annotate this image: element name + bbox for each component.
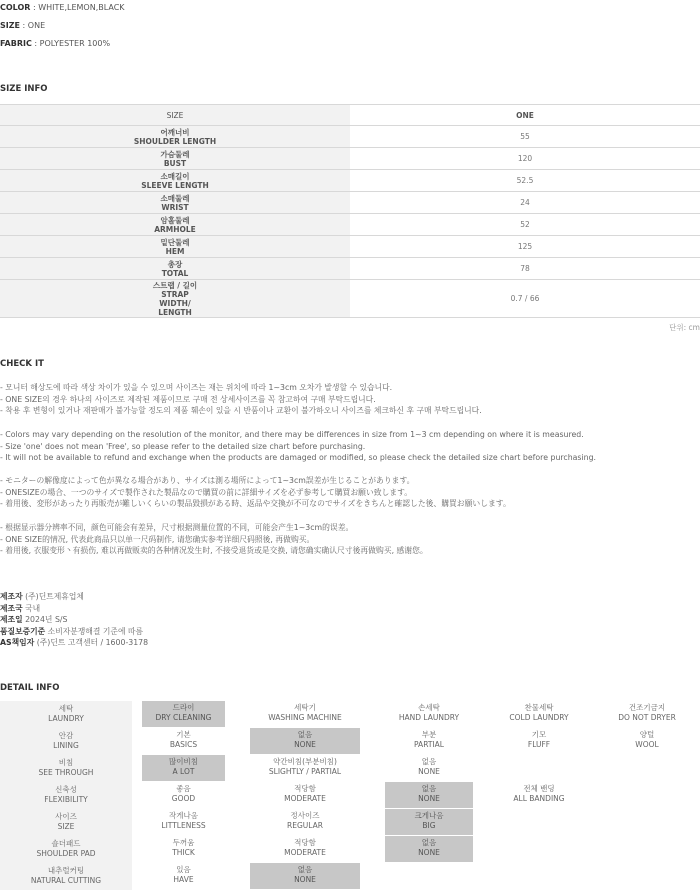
maker-value: 국내 xyxy=(22,603,41,613)
detail-option-en: COLD LAUNDRY xyxy=(509,713,569,722)
row-label xyxy=(0,258,350,280)
detail-option-en: REGULAR xyxy=(287,821,323,830)
detail-option-ko: 약간비침(부분비침) xyxy=(273,757,337,766)
detail-label-ko: 내추럴커팅 xyxy=(47,866,85,875)
detail-option-en: FLUFF xyxy=(527,740,551,749)
size-table xyxy=(0,104,700,318)
detail-label-en: FLEXIBILITY xyxy=(44,795,88,804)
row-label-en: SHOULDER LENGTH xyxy=(133,136,217,146)
detail-option-en: A LOT xyxy=(172,767,195,776)
note-line: - Colors may vary depending on the resolution of the monitor, and there may be differences in size from 1~3 cm depending on where it is measured. xyxy=(0,430,584,439)
detail-option xyxy=(142,809,225,835)
detail-option xyxy=(603,701,691,727)
size-info-title: SIZE INFO xyxy=(0,84,48,94)
detail-row-label xyxy=(0,809,132,836)
spec-color-value: : WHITE,LEMON,BLACK xyxy=(30,3,125,12)
detail-option-en: PARTIAL xyxy=(414,740,444,749)
notes-zh xyxy=(0,522,700,557)
detail-option xyxy=(142,782,225,808)
detail-option-en: SLIGHTLY / PARTIAL xyxy=(268,767,342,776)
row-value: 24 xyxy=(350,192,700,214)
detail-option-en: ALL BANDING xyxy=(513,794,565,803)
detail-option-ko: 적당함 xyxy=(294,784,316,793)
row-value: 52.5 xyxy=(350,170,700,192)
detail-option xyxy=(385,836,473,862)
note-line: - ONE SIZE의 경우 하나의 사이즈로 제작된 제품이므로 구매 전 상세사이즈를 꼭 참고하여 구매 부탁드립니다. xyxy=(0,394,376,404)
detail-option-ko: 부분 xyxy=(421,730,437,739)
detail-option xyxy=(385,782,473,808)
row-label-en: TOTAL xyxy=(161,268,189,278)
detail-option xyxy=(142,836,225,862)
detail-label-ko: 세탁 xyxy=(58,704,74,713)
note-line: - 모니터 해상도에 따라 색상 차이가 있을 수 있으며 사이즈는 재는 위치에 따라 1~3cm 오차가 발생할 수 있습니다. xyxy=(0,383,393,392)
note-line: - 着用後, 衣服变形丶有损伤, 难以再做贩卖的各种情况发生时, 不接受退货或是交换, 请您确实确认尺寸後再做购买, 感谢您。 xyxy=(0,546,428,556)
spec-color xyxy=(0,3,125,12)
detail-option-ko: 없음 xyxy=(297,730,313,739)
row-label xyxy=(0,126,350,148)
detail-option-ko: 찬물세탁 xyxy=(524,703,554,712)
detail-option xyxy=(250,755,360,781)
row-label-en: WRIST xyxy=(161,202,189,212)
detail-option-ko: 없음 xyxy=(297,865,313,874)
maker-value: 2024년 S/S xyxy=(22,615,68,625)
detail-label-en: SIZE xyxy=(57,822,75,831)
row-label-en: STRAP xyxy=(161,289,189,299)
row-label-ko: 스트랩 / 길이 xyxy=(152,280,198,290)
detail-option-ko: 없음 xyxy=(421,784,437,793)
detail-option xyxy=(142,863,225,889)
note-line: - ONE SIZE的情况, 代表此商品只以单一尺码制作, 请您确实参考详细尺码照後, 再做购买。 xyxy=(0,534,315,544)
detail-row-label xyxy=(0,836,132,863)
row-label xyxy=(0,236,350,258)
row-value: 78 xyxy=(350,258,700,280)
spec-fabric xyxy=(0,39,110,48)
maker-value: (주)딘트 고객센터 / 1600-3178 xyxy=(34,638,149,648)
detail-option xyxy=(385,728,473,754)
detail-option-ko: 적당함 xyxy=(294,838,316,847)
detail-option-ko: 손세탁 xyxy=(418,703,440,712)
row-label xyxy=(0,148,350,170)
spec-color-key: COLOR xyxy=(0,3,31,12)
row-value: 120 xyxy=(350,148,700,170)
detail-option-en: BIG xyxy=(422,821,436,830)
notes-ja xyxy=(0,475,700,510)
row-label-en: WIDTH/ xyxy=(159,298,191,308)
detail-option xyxy=(250,836,360,862)
detail-option-en: NONE xyxy=(418,767,440,776)
row-label xyxy=(0,170,350,192)
detail-option xyxy=(385,755,473,781)
maker-value: (주)딘트제휴업체 xyxy=(22,592,84,601)
detail-label-en: SEE THROUGH xyxy=(38,768,94,777)
detail-option-ko: 없음 xyxy=(421,757,437,766)
detail-option xyxy=(385,809,473,835)
detail-option-ko: 기본 xyxy=(176,730,191,739)
row-label-ko: 어깨너비 xyxy=(160,127,190,137)
row-label-ko: 가슴둘레 xyxy=(160,149,190,159)
detail-option-en: NONE xyxy=(294,740,316,749)
detail-option xyxy=(250,782,360,808)
detail-label-ko: 사이즈 xyxy=(55,812,77,821)
spec-fabric-key: FABRIC xyxy=(0,39,32,48)
detail-option-en: WASHING MACHINE xyxy=(268,713,342,722)
detail-option-ko: 세탁기 xyxy=(294,703,316,712)
spec-size xyxy=(0,21,45,30)
detail-option-ko: 양털 xyxy=(639,730,655,739)
detail-option-ko: 전체 밴딩 xyxy=(523,784,555,793)
row-label-en: LENGTH xyxy=(158,307,192,317)
size-header-label: SIZE xyxy=(0,105,350,126)
note-line: - 根据显示器分辨率不同，颜色可能会有差异，尺寸根据测量位置的不同，可能会产生1~3cm的误差。 xyxy=(0,523,354,532)
detail-label-ko: 숄더패드 xyxy=(51,839,81,848)
detail-option-en: MODERATE xyxy=(284,794,326,803)
detail-option-en: BASICS xyxy=(169,740,198,749)
table-row xyxy=(0,192,700,214)
detail-option-ko: 있음 xyxy=(176,865,191,874)
detail-label-ko: 안감 xyxy=(58,731,74,740)
detail-option-ko: 드라이 xyxy=(172,703,195,712)
detail-row-label xyxy=(0,755,132,782)
detail-row-label xyxy=(0,863,132,890)
detail-option xyxy=(495,728,583,754)
detail-option xyxy=(142,728,225,754)
spec-size-value: : ONE xyxy=(20,21,46,30)
row-label-ko: 소매길이 xyxy=(160,171,190,181)
table-row xyxy=(0,236,700,258)
maker-key: AS책임자 xyxy=(0,638,35,648)
row-value: 52 xyxy=(350,214,700,236)
detail-row-label xyxy=(0,728,132,755)
detail-option xyxy=(495,701,583,727)
detail-option-ko: 없음 xyxy=(421,838,437,847)
maker-line xyxy=(0,626,148,638)
detail-option xyxy=(385,701,473,727)
detail-option-en: NONE xyxy=(418,848,440,857)
row-label xyxy=(0,192,350,214)
row-value: 125 xyxy=(350,236,700,258)
detail-option xyxy=(603,728,691,754)
row-label-en: HEM xyxy=(165,246,185,256)
spec-size-key: SIZE xyxy=(0,21,21,30)
detail-option-en: MODERATE xyxy=(284,848,326,857)
note-line: - It will not be available to refund and exchange when the products are damaged or modified, so please check the detailed size chart before purchasing. xyxy=(0,453,597,463)
maker-key: 제조국 xyxy=(0,603,23,613)
detail-label-en: LINING xyxy=(53,741,79,750)
row-value: 55 xyxy=(350,126,700,148)
detail-option-en: DO NOT DRYER xyxy=(618,713,676,722)
detail-option-ko: 두꺼움 xyxy=(172,838,195,847)
detail-option-ko: 작게나옴 xyxy=(169,811,198,820)
detail-option xyxy=(250,809,360,835)
maker-key: 제조일 xyxy=(0,615,23,625)
note-line: - ONESIZEの場合、一つのサイズで製作された製品なので購買の前に詳細サイズを必ず参考して購買お願い致します。 xyxy=(0,487,413,497)
maker-line xyxy=(0,591,148,603)
row-label xyxy=(0,280,350,318)
note-line: - 착용 후 변형이 있거나 재판매가 불가능할 정도의 제품 훼손이 있을 시 반품이나 교환이 불가하오니 사이즈를 체크하신 후 구매 부탁드립니다. xyxy=(0,406,482,416)
row-value: 0.7 / 66 xyxy=(350,280,700,318)
notes-ko xyxy=(0,382,700,417)
detail-option-ko: 많이비침 xyxy=(169,757,198,766)
table-row xyxy=(0,148,700,170)
maker-key: 품질보증기준 xyxy=(0,626,46,636)
maker-info xyxy=(0,591,148,649)
detail-option xyxy=(250,701,360,727)
detail-option xyxy=(142,755,225,781)
detail-option-en: LITTLENESS xyxy=(161,821,206,830)
table-row xyxy=(0,170,700,192)
detail-label-en: LAUNDRY xyxy=(48,714,84,723)
row-label-en: BUST xyxy=(163,158,187,168)
row-label xyxy=(0,214,350,236)
detail-option-en: HAND LAUNDRY xyxy=(398,713,460,722)
row-label-ko: 총장 xyxy=(167,259,183,269)
note-line: - モニターの解像度によって色が異なる場合があり、サイズは測る場所によって1~3cm誤差が生じることがあります。 xyxy=(0,476,415,485)
row-label-ko: 암홀둘레 xyxy=(160,215,190,225)
detail-option-ko: 기모 xyxy=(531,730,547,739)
unit-label: 단위: cm xyxy=(669,323,700,332)
spec-fabric-value: : POLYESTER 100% xyxy=(31,39,111,48)
detail-row-label xyxy=(0,782,132,809)
detail-option-en: DRY CLEANING xyxy=(155,713,212,722)
row-label-en: SLEEVE LENGTH xyxy=(141,180,209,190)
row-label-en: ARMHOLE xyxy=(154,224,196,234)
notes-en xyxy=(0,429,700,464)
table-row xyxy=(0,214,700,236)
detail-option-ko: 건조기금지 xyxy=(628,703,666,712)
note-line: - 着用後、変形があったり再販売が難しいくらいの製品毀損がある時、返品や交換が不可なのでサイズをきちんと確認した後、購買お願いします。 xyxy=(0,499,511,509)
detail-label-en: NATURAL CUTTING xyxy=(30,876,102,885)
maker-line xyxy=(0,637,148,649)
detail-label-ko: 비침 xyxy=(58,758,74,767)
detail-option-ko: 좋음 xyxy=(176,784,191,793)
maker-key: 제조자 xyxy=(0,592,23,601)
detail-option xyxy=(142,701,225,727)
size-table-header xyxy=(0,105,700,126)
row-label-ko: 소매둘레 xyxy=(160,193,190,203)
table-row xyxy=(0,258,700,280)
maker-line xyxy=(0,614,148,626)
detail-option-ko: 정사이즈 xyxy=(290,811,320,820)
detail-info-title: DETAIL INFO xyxy=(0,683,60,693)
detail-option-ko: 크게나옴 xyxy=(414,811,444,820)
detail-option xyxy=(250,728,360,754)
detail-label-en: SHOULDER PAD xyxy=(36,849,96,858)
detail-option-en: WOOL xyxy=(635,740,659,749)
detail-grid xyxy=(0,701,700,891)
detail-row-label xyxy=(0,701,132,728)
detail-option-en: HAVE xyxy=(173,875,194,884)
detail-label-ko: 신축성 xyxy=(55,785,77,794)
detail-option-en: NONE xyxy=(418,794,440,803)
maker-value: 소비자분쟁해결 기준에 따름 xyxy=(45,626,144,636)
detail-option-en: THICK xyxy=(172,848,195,857)
detail-option-en: GOOD xyxy=(171,794,196,803)
detail-option xyxy=(250,863,360,889)
table-row xyxy=(0,126,700,148)
detail-option-en: NONE xyxy=(294,875,316,884)
check-it-title: CHECK IT xyxy=(0,359,44,369)
detail-option xyxy=(495,782,583,808)
size-header-value: ONE xyxy=(350,105,700,126)
note-line: - Size 'one' does not mean 'Free', so please refer to the detailed size chart before purchasing. xyxy=(0,441,366,451)
table-row xyxy=(0,280,700,318)
row-label-ko: 밑단둘레 xyxy=(160,237,190,247)
maker-line xyxy=(0,603,148,615)
